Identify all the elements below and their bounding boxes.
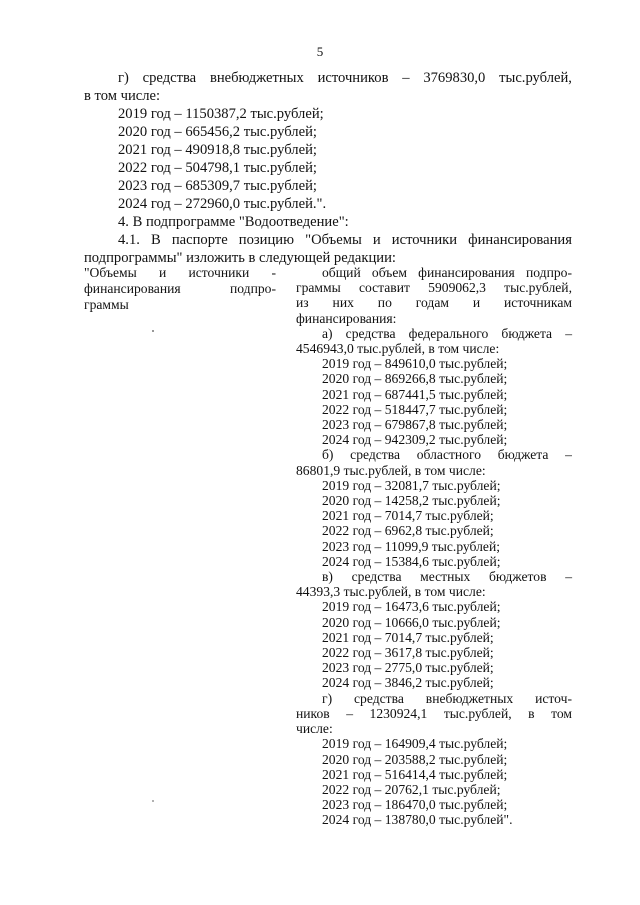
local-year-2024: 2024 год – 3846,2 тыс.рублей; bbox=[322, 675, 494, 691]
word: внебюджетных bbox=[209, 70, 304, 86]
word: источники bbox=[188, 265, 250, 280]
extrabudget-year-2024: 2024 год – 272960,0 тыс.рублей.". bbox=[118, 196, 327, 212]
word: тыс.рублей, bbox=[499, 70, 572, 86]
extra-line-1 bbox=[296, 691, 572, 706]
item-4-1-line-2: подпрограммы" изложить в следующей редакции: bbox=[84, 250, 396, 266]
word: 5909062,3 bbox=[428, 280, 486, 296]
extra-year-2020: 2020 год – 203588,2 тыс.рублей; bbox=[322, 751, 508, 767]
extrabudget-year-2023: 2023 год – 685309,7 тыс.рублей; bbox=[118, 178, 317, 194]
word: и bbox=[372, 232, 381, 248]
word: в bbox=[528, 705, 535, 721]
extrabudget-block bbox=[296, 691, 572, 828]
local-year-2022: 2022 год – 3617,8 тыс.рублей; bbox=[322, 645, 494, 661]
word: бюджета bbox=[501, 325, 553, 341]
extrabudget-line-2: в том числе: bbox=[84, 88, 161, 104]
word: – bbox=[565, 325, 572, 341]
extra-line-2 bbox=[296, 706, 572, 721]
word: финансирования bbox=[418, 265, 515, 280]
extra-line-3: числе: bbox=[296, 721, 333, 737]
word: подпро- bbox=[230, 281, 276, 296]
word: 4.1. bbox=[118, 232, 140, 248]
word: тыс.рублей, bbox=[504, 280, 572, 296]
word: источников bbox=[317, 70, 389, 86]
total-line-1 bbox=[296, 265, 572, 280]
word: "Объемы bbox=[305, 232, 362, 248]
word: паспорте bbox=[171, 232, 228, 248]
item-4-1-line-1 bbox=[84, 231, 572, 249]
federal-year-2020: 2020 год – 869266,8 тыс.рублей; bbox=[322, 371, 508, 387]
word: объем bbox=[371, 265, 407, 280]
regional-year-2022: 2022 год – 6962,8 тыс.рублей; bbox=[322, 523, 494, 539]
regional-line-2: 86801,9 тыс.рублей, в том числе: bbox=[296, 462, 486, 478]
local-line-1 bbox=[296, 569, 572, 584]
funding-sources-section bbox=[84, 69, 572, 267]
word: финансирования bbox=[84, 281, 181, 296]
regional-year-2023: 2023 год – 11099,9 тыс.рублей; bbox=[322, 538, 500, 554]
word: местных bbox=[420, 569, 471, 585]
federal-year-2023: 2023 год – 679867,8 тыс.рублей; bbox=[322, 417, 508, 433]
word: из bbox=[296, 295, 309, 311]
word: бюджета bbox=[497, 447, 549, 463]
federal-year-2024: 2024 год – 942309,2 тыс.рублей; bbox=[322, 432, 508, 448]
word: источ- bbox=[535, 690, 572, 706]
word: и bbox=[158, 265, 167, 280]
regional-budget-block bbox=[296, 447, 572, 569]
word: областного bbox=[416, 447, 482, 463]
local-year-2020: 2020 год – 10666,0 тыс.рублей; bbox=[322, 614, 501, 630]
word: средства bbox=[354, 690, 404, 706]
word: источники bbox=[391, 232, 458, 248]
local-year-2019: 2019 год – 16473,6 тыс.рублей; bbox=[322, 599, 501, 615]
regional-year-2021: 2021 год – 7014,7 тыс.рублей; bbox=[322, 508, 494, 524]
word: позицию bbox=[238, 232, 295, 248]
federal-year-2021: 2021 год – 687441,5 тыс.рублей; bbox=[322, 386, 508, 402]
passport-label-column bbox=[84, 265, 276, 313]
label-line-1 bbox=[84, 265, 276, 281]
word: средства bbox=[345, 325, 396, 341]
word: по bbox=[377, 295, 392, 311]
total-line-3 bbox=[296, 295, 572, 310]
word: ников bbox=[296, 705, 330, 721]
extrabudget-line-1 bbox=[84, 69, 572, 87]
scan-dot bbox=[152, 800, 154, 802]
word: В bbox=[151, 232, 161, 248]
word: тыс.рублей, bbox=[443, 705, 512, 721]
label-line-2 bbox=[84, 281, 276, 297]
word: г) bbox=[322, 690, 333, 706]
local-line-2: 44393,3 тыс.рублей, в том числе: bbox=[296, 584, 486, 600]
extra-year-2021: 2021 год – 516414,4 тыс.рублей; bbox=[322, 766, 508, 782]
word: федерального bbox=[408, 325, 489, 341]
extrabudget-year-2019: 2019 год – 1150387,2 тыс.рублей; bbox=[118, 106, 324, 122]
word: средства bbox=[351, 569, 402, 585]
label-line-3: граммы bbox=[84, 297, 129, 312]
word: – bbox=[565, 569, 572, 585]
word: б) bbox=[322, 447, 334, 463]
extrabudget-year-2020: 2020 год – 665456,2 тыс.рублей; bbox=[118, 124, 317, 140]
item-4-heading: 4. В подпрограмме "Водоотведение": bbox=[118, 214, 349, 230]
word: а) bbox=[322, 325, 333, 341]
extra-year-2019: 2019 год – 164909,4 тыс.рублей; bbox=[322, 736, 508, 752]
regional-year-2019: 2019 год – 32081,7 тыс.рублей; bbox=[322, 477, 501, 493]
word: том bbox=[551, 705, 572, 721]
extra-year-2023: 2023 год – 186470,0 тыс.рублей; bbox=[322, 797, 508, 813]
word: 1230924,1 bbox=[369, 705, 428, 721]
local-year-2023: 2023 год – 2775,0 тыс.рублей; bbox=[322, 660, 494, 676]
word: годам bbox=[415, 295, 449, 311]
regional-year-2024: 2024 год – 15384,6 тыс.рублей; bbox=[322, 553, 501, 569]
word: в) bbox=[322, 569, 333, 585]
passport-value-column bbox=[296, 265, 572, 828]
word: источникам bbox=[504, 295, 572, 311]
extrabudget-year-2021: 2021 год – 490918,8 тыс.рублей; bbox=[118, 142, 317, 158]
word: них bbox=[332, 295, 354, 311]
local-budget-block bbox=[296, 569, 572, 691]
federal-budget-block bbox=[296, 326, 572, 448]
regional-year-2020: 2020 год – 14258,2 тыс.рублей; bbox=[322, 493, 501, 509]
extra-year-2024: 2024 год – 138780,0 тыс.рублей". bbox=[322, 812, 513, 828]
word: бюджетов bbox=[488, 569, 547, 585]
extra-year-2022: 2022 год – 20762,1 тыс.рублей; bbox=[322, 781, 501, 797]
total-line-2 bbox=[296, 280, 572, 295]
federal-line-1 bbox=[296, 326, 572, 341]
word: общий bbox=[322, 265, 361, 280]
word: – bbox=[346, 705, 353, 721]
word: - bbox=[271, 265, 276, 280]
total-line-4: финансирования: bbox=[296, 310, 397, 326]
extrabudget-year-2022: 2022 год – 504798,1 тыс.рублей; bbox=[118, 160, 317, 176]
scan-dot bbox=[152, 330, 154, 332]
word: – bbox=[565, 447, 572, 463]
word: – bbox=[402, 70, 410, 86]
word: внебюджетных bbox=[425, 690, 514, 706]
regional-line-1 bbox=[296, 447, 572, 462]
word: граммы bbox=[296, 280, 341, 296]
word: 3769830,0 bbox=[423, 70, 486, 86]
word: г) bbox=[118, 70, 129, 86]
word: составит bbox=[358, 280, 410, 296]
word: средства bbox=[142, 70, 197, 86]
federal-line-2: 4546943,0 тыс.рублей, в том числе: bbox=[296, 341, 500, 357]
federal-year-2019: 2019 год – 849610,0 тыс.рублей; bbox=[322, 356, 508, 372]
word: "Объемы bbox=[84, 265, 137, 280]
federal-year-2022: 2022 год – 518447,7 тыс.рублей; bbox=[322, 401, 508, 417]
page-number: 5 bbox=[316, 44, 324, 59]
local-year-2021: 2021 год – 7014,7 тыс.рублей; bbox=[322, 629, 494, 645]
word: и bbox=[472, 295, 481, 311]
word: подпро- bbox=[526, 265, 572, 280]
word: финансирования bbox=[468, 232, 572, 248]
word: средства bbox=[350, 447, 401, 463]
